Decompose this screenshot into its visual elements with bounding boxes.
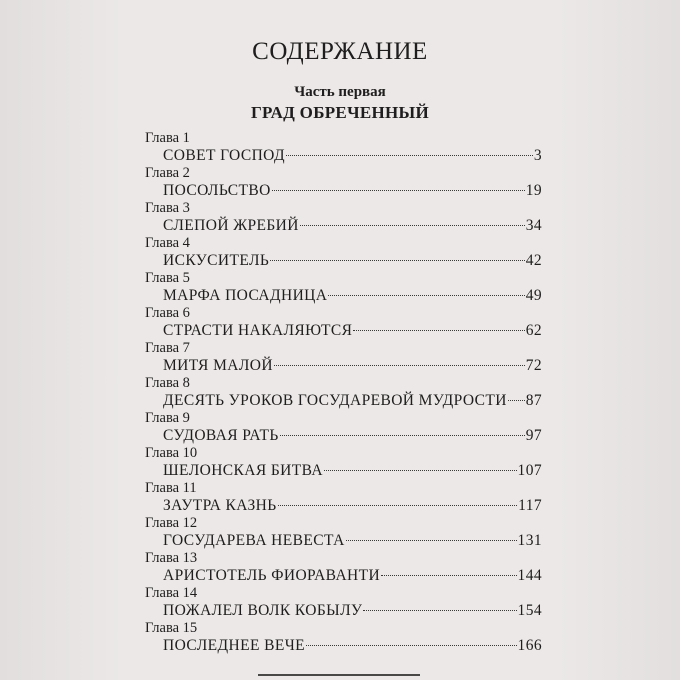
page-number: 49 <box>525 287 542 304</box>
page-number: 154 <box>517 602 542 619</box>
table-of-contents <box>145 130 542 655</box>
chapter-label: Глава 2 <box>145 165 190 181</box>
dot-leader <box>272 190 525 191</box>
chapter-title: ЗАУТРА КАЗНЬ <box>163 497 277 514</box>
toc-row <box>163 567 542 585</box>
chapter-title: ГОСУДАРЕВА НЕВЕСТА <box>163 532 345 549</box>
toc-entry <box>145 550 542 585</box>
part-title: ГРАД ОБРЕЧЕННЫЙ <box>250 103 430 122</box>
dot-leader <box>300 225 525 226</box>
toc-row <box>163 497 542 515</box>
dot-leader <box>280 435 525 436</box>
chapter-label: Глава 5 <box>145 270 190 286</box>
chapter-title: ИСКУСИТЕЛЬ <box>163 252 270 269</box>
dot-leader <box>274 365 525 366</box>
page-number: 62 <box>525 322 542 339</box>
page-number: 117 <box>518 497 542 514</box>
toc-row <box>163 147 542 165</box>
chapter-title: СЛЕПОЙ ЖРЕБИЙ <box>163 217 299 234</box>
bottom-rule <box>258 674 420 676</box>
chapter-label: Глава 14 <box>145 585 198 601</box>
chapter-label: Глава 15 <box>145 620 198 636</box>
dot-leader <box>306 645 517 646</box>
page-number: 87 <box>525 392 542 409</box>
chapter-label: Глава 13 <box>145 550 198 566</box>
dot-leader <box>363 610 516 611</box>
toc-row <box>163 427 542 445</box>
page-number: 42 <box>525 252 542 269</box>
page-number: 3 <box>533 147 542 164</box>
toc-entry <box>145 515 542 550</box>
toc-entry <box>145 200 542 235</box>
chapter-title: АРИСТОТЕЛЬ ФИОРАВАНТИ <box>163 567 381 584</box>
page-number: 97 <box>525 427 542 444</box>
toc-row <box>163 637 542 655</box>
dot-leader <box>328 295 524 296</box>
dot-leader <box>278 505 518 506</box>
toc-row <box>163 602 542 620</box>
toc-entry <box>145 235 542 270</box>
toc-entry <box>145 410 542 445</box>
chapter-label: Глава 4 <box>145 235 190 251</box>
toc-entry <box>145 165 542 200</box>
dot-leader <box>346 540 517 541</box>
chapter-title: МИТЯ МАЛОЙ <box>163 357 273 374</box>
toc-entry <box>145 270 542 305</box>
chapter-title: ПОСОЛЬСТВО <box>163 182 271 199</box>
page-number: 144 <box>517 567 542 584</box>
toc-entry <box>145 130 542 165</box>
chapter-title: СУДОВАЯ РАТЬ <box>163 427 279 444</box>
chapter-label: Глава 10 <box>145 445 198 461</box>
toc-row <box>163 357 542 375</box>
dot-leader <box>270 260 524 261</box>
page-number: 34 <box>525 217 542 234</box>
chapter-title: ШЕЛОНСКАЯ БИТВА <box>163 462 324 479</box>
page-number: 166 <box>517 637 542 654</box>
chapter-label: Глава 6 <box>145 305 190 321</box>
chapter-label: Глава 3 <box>145 200 190 216</box>
chapter-label: Глава 7 <box>145 340 190 356</box>
chapter-title: СОВЕТ ГОСПОД <box>163 147 285 164</box>
chapter-label: Глава 1 <box>145 130 190 146</box>
toc-row <box>163 532 542 550</box>
toc-row <box>163 252 542 270</box>
toc-row <box>163 182 542 200</box>
toc-row <box>163 322 542 340</box>
toc-entry <box>145 585 542 620</box>
dot-leader <box>286 155 533 156</box>
page-title: СОДЕРЖАНИЕ <box>252 38 428 65</box>
chapter-label: Глава 12 <box>145 515 198 531</box>
toc-entry <box>145 305 542 340</box>
toc-row <box>163 392 542 410</box>
chapter-title: СТРАСТИ НАКАЛЯЮТСЯ <box>163 322 353 339</box>
chapter-title: МАРФА ПОСАДНИЦА <box>163 287 328 304</box>
page-number: 107 <box>517 462 542 479</box>
toc-entry <box>145 445 542 480</box>
toc-row <box>163 462 542 480</box>
dot-leader <box>353 330 524 331</box>
chapter-title: ПОЖАЛЕЛ ВОЛК КОБЫЛУ <box>163 602 363 619</box>
dot-leader <box>324 470 517 471</box>
toc-entry <box>145 375 542 410</box>
toc-row <box>163 217 542 235</box>
chapter-title: ДЕСЯТЬ УРОКОВ ГОСУДАРЕВОЙ МУДРОСТИ <box>163 392 507 409</box>
page-number: 19 <box>525 182 542 199</box>
page-number: 131 <box>517 532 542 549</box>
page-number: 72 <box>525 357 542 374</box>
chapter-label: Глава 11 <box>145 480 197 496</box>
toc-row <box>163 287 542 305</box>
dot-leader <box>508 400 525 401</box>
chapter-label: Глава 9 <box>145 410 190 426</box>
toc-entry <box>145 340 542 375</box>
chapter-title: ПОСЛЕДНЕЕ ВЕЧЕ <box>163 637 306 654</box>
toc-entry <box>145 620 542 655</box>
toc-entry <box>145 480 542 515</box>
dot-leader <box>381 575 516 576</box>
part-label: Часть первая <box>294 84 386 100</box>
chapter-label: Глава 8 <box>145 375 190 391</box>
